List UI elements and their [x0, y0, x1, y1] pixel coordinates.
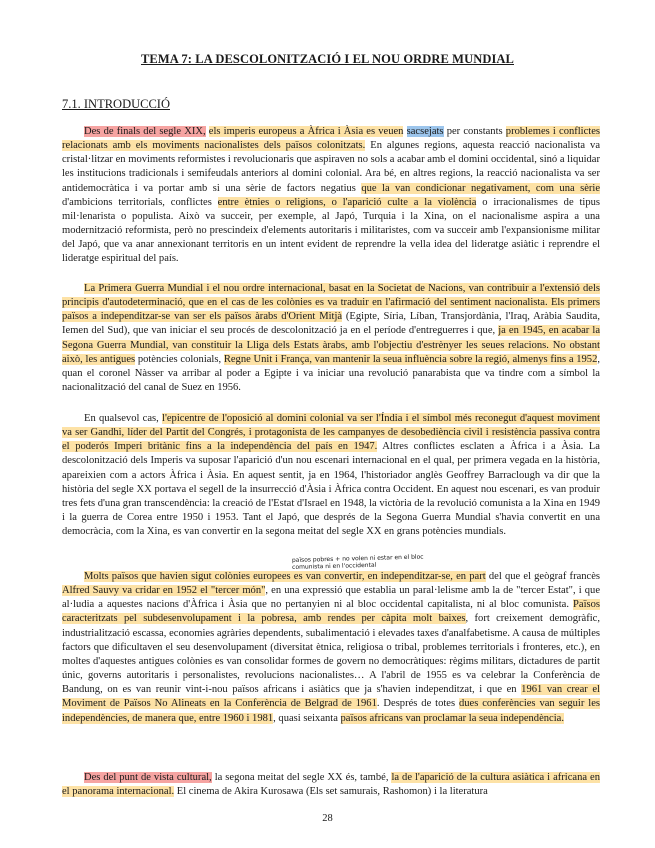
- text-run: o irracionalismes de tipus mil·lenarista o populista. Això va succeir, per exemple, al Japó, Turquia i la Xina, on el nacionalisme aspira a una modernització reformista, però no prescindeix d'elements autoritaris i militaristes, com va succeir amb l'expansionisme militar del Japó, que va anar annexionant territoris en un intent evident de reprendre la vella idea del lideratge asiàtic i reprendre el lideratge espiritual del país.: [62, 196, 601, 265]
- highlighted-text: entre ètnies o religions, o l'aparició culte a la violència: [217, 196, 477, 208]
- highlighted-text: Alfred Sauvy va cridar en 1952 el "tercer món": [62, 585, 266, 597]
- highlighted-text: ja en 1945, en acabar la Segona Guerra Mundial, van constituir la Lliga dels Estats àrabs, amb l'objectiu d'estrènyer les seues relacions. No obstant això, les antigues: [62, 325, 600, 365]
- highlighted-text: Des de finals del segle XIX,: [84, 126, 206, 137]
- text-run: , quasi seixanta: [273, 712, 341, 724]
- text-run: , en una expressió que establia un paral·lelisme amb la de "tercer Estat", i que al·ludia a aquestes nacions d'Àfrica i Àsia que no pertanyien ni al bloc occidental capitalista, ni al bloc comunista.: [62, 585, 600, 611]
- text-run: . Després de totes: [376, 698, 459, 710]
- paragraph-5: [62, 771, 600, 799]
- text-run: del que el geògraf francès: [485, 571, 601, 582]
- text-run: potències colonials,: [135, 353, 224, 365]
- section-heading: 7.1. INTRODUCCIÓ: [62, 97, 170, 111]
- text-run: , quan el coronel Nàsser va arribar al poder a Egipte i va iniciar una revolució panarabista que va tindre com a símbol la nacionalització del canal de Suez en 1956.: [62, 353, 600, 394]
- text-run: El cinema de Akira Kurosawa (Els set samurais, Rashomon) i la literatura: [174, 786, 488, 798]
- paragraph-4: [62, 570, 600, 726]
- highlighted-text: 1961 van crear el Moviment de Països No Alineats en la Conferència de Belgrad de 1961: [62, 684, 600, 710]
- highlighted-text: que la van condicionar negativament, com una sèrie: [361, 182, 600, 194]
- text-run: En algunes regions, aquesta reacció nacionalista va cristal·litzar en moviments reformistes i revolucionaris que aspiraven no sols a acabar amb el domini occidental, sinó a liquidar les institucions tradicionals i semifeudals anteriors al domini colonial. Ara bé, en altres regions, la reacció nacionalista va ser antidemocràtica i va portar amb si una sèrie de factors negatius: [62, 140, 601, 194]
- page-title: TEMA 7: LA DESCOLONITZACIÓ I EL NOU ORDRE MUNDIAL: [140, 52, 514, 66]
- page-number: 28: [322, 813, 333, 824]
- highlighted-text: països africans van proclamar la seua independència.: [340, 712, 564, 724]
- text-run: Altres conflictes esclaten a Àfrica i a Àsia. La descolonització dels Imperis va suposar l'aparició d'un nou escenari internacional en el qual, per primera vegada en la història, apareixien com a actors Àfrica i Àsia. En aquest sentit, ja en 1964, l'historiador anglès Geoffrey Barraclough va dir que la història del segle XX portava el segell de la insurrecció d'Àsia i Àfrica contra Occident. En aquest nou escenari, es van produir tres fets d'una gran transcendència: la creació de l'Estat d'Israel en 1948, la victòria de la revolució comunista a la Xina en 1949 i la guerra de Corea entre 1950 i 1953. Tant el Japó, que després de la Segona Guerra Mundial s'havia convertit en una democràcia, com la Xina, es van convertir en la segona meitat del segle XX en grans potències mundials.: [62, 441, 600, 538]
- text-run: d'ambicions territorials, conflictes: [62, 196, 218, 208]
- text-run: la segona meitat del segle XX és, també,: [211, 772, 392, 783]
- text-run: per constants: [443, 126, 506, 137]
- paragraph-3: [62, 412, 600, 539]
- paragraph-1: [62, 125, 600, 267]
- highlighted-text: dues conferències van seguir les independències, de manera que, entre 1960 i 1981: [62, 698, 600, 724]
- highlighted-text: problemes i conflictes relacionats amb els moviments nacionalistes dels països colonitzats.: [62, 126, 601, 152]
- highlighted-text: Des del punt de vista cultural,: [84, 772, 212, 783]
- text-run: (Egipte, Síria, Líban, Transjordània, l'Iraq, Aràbia Saudita, Iemen del Sud), que van iniciar el seu procés de descolonització ja en el període d'entreguerres i que,: [62, 311, 600, 337]
- highlighted-text: Països caracteritzats pel subdesenvolupament i la pobresa, amb rendes per càpita molt baixes: [62, 599, 600, 625]
- highlighted-text: la de l'aparició de la cultura asiàtica i africana en el panorama internacional.: [62, 772, 600, 798]
- highlighted-text: Regne Unit i França, van mantenir la seua influència sobre la regió, almenys fins a 1952: [223, 353, 598, 365]
- highlighted-text: La Primera Guerra Mundial i el nou ordre internacional, basat en la Societat de Nacions, van contribuir a l'extensió dels principis d'autodeterminació, que en el cas de les colònies es va traduir en l'afirmació del sentiment nacionalista. Els primers països a independitzar-se van ser els països àrabs d'Orient Mitjà: [62, 283, 600, 323]
- text-run: En qualsevol cas,: [84, 413, 163, 424]
- paragraph-2: [62, 282, 600, 395]
- highlighted-text: l'epicentre de l'oposició al domini colonial va ser l'Índia i el símbol més reconegut d'aquest moviment va ser Gandhi, líder del Partit del Congrés, i protagonista de les campanyes de desobediència civil i resistència passiva contra el poderós Imperi britànic fins a la independència del país en 1947.: [62, 413, 600, 453]
- highlighted-text: sacsejats: [406, 126, 444, 137]
- highlighted-text: els imperis europeus a Àfrica i Àsia es veuen: [208, 126, 404, 137]
- handwritten-note: països pobres + no volen ni estar en el bloc comunista ni en l'occidental: [291, 553, 424, 571]
- highlighted-text: Molts països que havien sigut colònies europees es van convertir, en independitzar-se, en part: [84, 571, 486, 582]
- text-run: , fort creixement demogràfic, industrialització escassa, economies agràries dependents, subalimentació i elevades taxes d'analfabetisme. A causa de múltiples factors que dificultaven el seu desenvolupament (diversitat ètnica, religiosa o tribal, problemes territorials i fronteres, etc.), en moltes d'aquestes antigues colònies es van consolidar formes de govern no democràtiques: règims militars, dictadures de partit únic, governs autoritaris i personalistes, revolucions nacionalistes… A l'abril de 1955 es va celebrar la Conferència de Bandung, on es van reunir vint-i-nou països africans i asiàtics que ja s'havien independitzat, i que en: [62, 613, 600, 696]
